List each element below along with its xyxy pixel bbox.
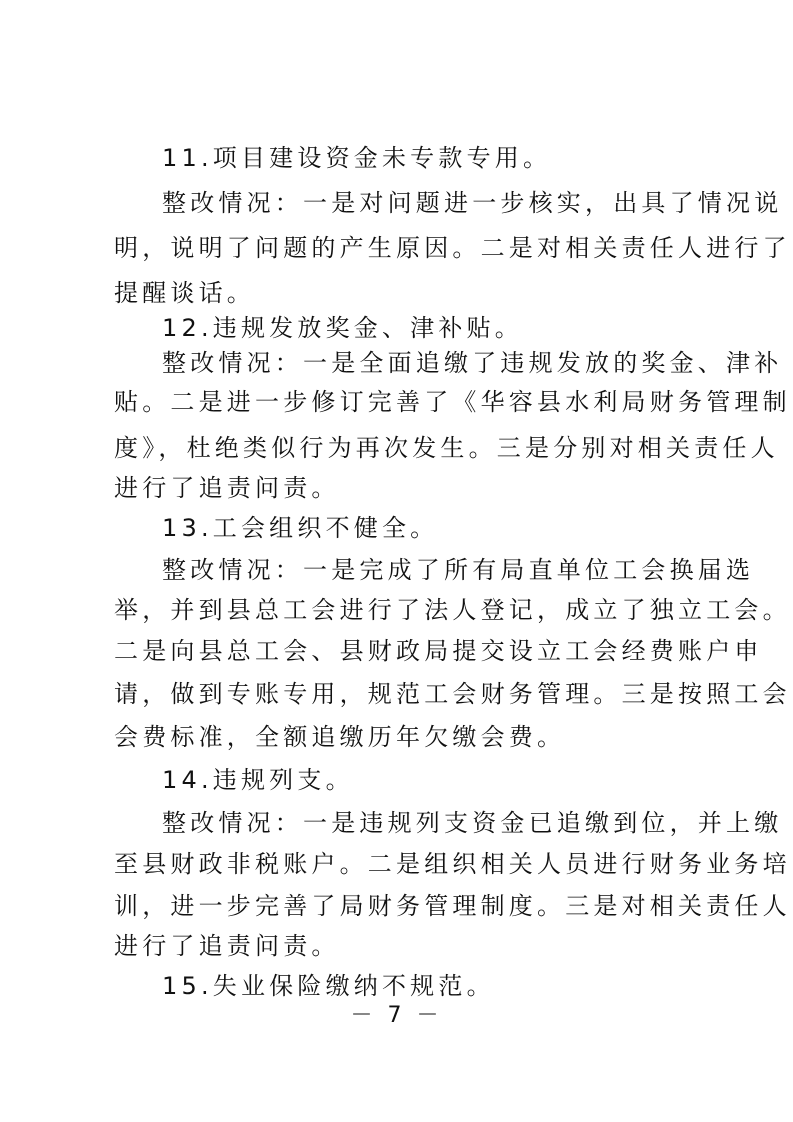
rectification-paragraph-line: 会费标准，全额追缴历年欠缴会费。 — [114, 723, 566, 751]
section-heading-12: 12.违规发放奖金、津补贴。 — [162, 314, 523, 342]
rectification-paragraph-line: 请，做到专账专用，规范工会财务管理。三是按照工会 — [114, 680, 791, 708]
rectification-paragraph-line: 进行了追责问责。 — [114, 474, 340, 502]
rectification-paragraph-line: 提醒谈话。 — [114, 279, 255, 307]
rectification-paragraph-line: 整改情况：一是违规列支资金已追缴到位，并上缴 — [162, 809, 783, 837]
section-heading-13: 13.工会组织不健全。 — [162, 514, 439, 542]
rectification-paragraph-line: 进行了追责问责。 — [114, 932, 340, 960]
rectification-paragraph-line: 至县财政非税账户。二是组织相关人员进行财务业务培 — [114, 850, 791, 878]
rectification-paragraph-line: 二是向县总工会、县财政局提交设立工会经费账户申 — [114, 637, 763, 665]
rectification-paragraph-line: 贴。二是进一步修订完善了《华容县水利局财务管理制 — [114, 388, 791, 416]
section-heading-14: 14.违规列支。 — [162, 766, 354, 794]
rectification-paragraph-line: 举，并到县总工会进行了法人登记，成立了独立工会。 — [114, 596, 791, 624]
rectification-paragraph-line: 训，进一步完善了局财务管理制度。三是对相关责任人 — [114, 892, 791, 920]
rectification-paragraph-line: 整改情况：一是对问题进一步核实，出具了情况说 — [162, 189, 783, 217]
rectification-paragraph-line: 整改情况：一是完成了所有局直单位工会换届选 — [162, 556, 755, 584]
section-heading-11: 11.项目建设资金未专款专用。 — [162, 144, 552, 172]
page-number: － 7 － — [350, 1003, 443, 1028]
rectification-paragraph-line: 整改情况：一是全面追缴了违规发放的奖金、津补 — [162, 349, 783, 377]
rectification-paragraph-line: 明，说明了问题的产生原因。二是对相关责任人进行了 — [114, 234, 791, 262]
section-heading-15: 15.失业保险缴纳不规范。 — [162, 972, 495, 1000]
rectification-paragraph-line: 度》，杜绝类似行为再次发生。三是分别对相关责任人 — [114, 434, 779, 462]
